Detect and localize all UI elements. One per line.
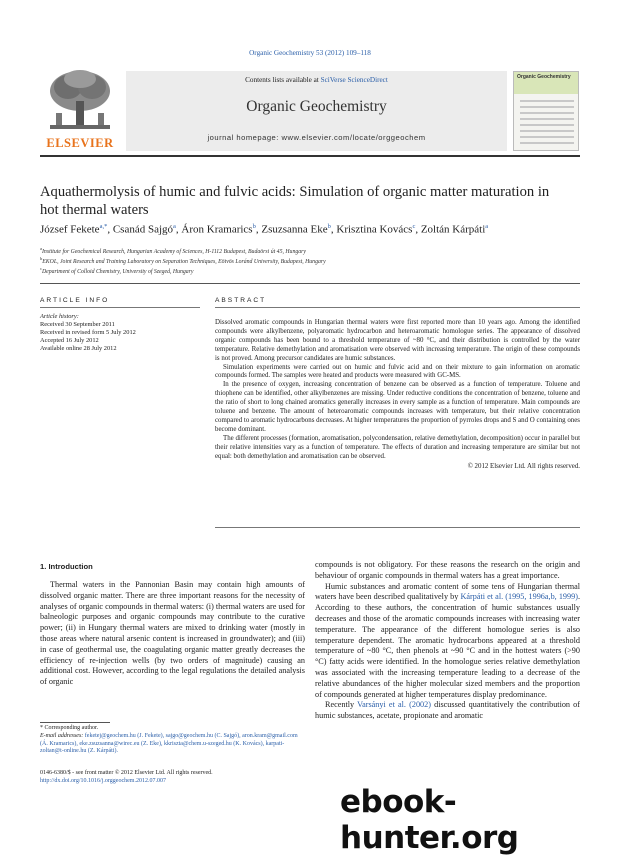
abstract-rule bbox=[215, 307, 580, 308]
author-affil-sup[interactable]: b bbox=[327, 223, 331, 230]
intro-left-column: Thermal waters in the Pannonian Basin may contain high amounts of dissolved organic matter. There are three important reasons for the necessity of analyses of organic compounds in thermal waters: (i) thermal waters are used for balneologic purposes and organic compounds may contribute to the curative power; (ii) in Hungary thermal waters are mixed to drinking water (mostly in those areas where natural arsenic content is increased in groundwater); and (iii) in case of geothermal use, the coagulating organic matter greatly decreases the efficiency of re-injection wells (by two orders of magnitude) causing an additional cost. However, according to the legal regulations the detailed analysis of organic bbox=[40, 580, 305, 687]
abstract-paragraph: In the presence of oxygen, increasing concentration of benzene can be observed as a function of temperature. Toluene and thiophene can be identified, other alkylbenzenes are missing. Under reductive conditions the concentration of benzene, toluene and the ratio of short to long chained aromatics generally increases in every sample as a function of temperature. Main compounds are toluene and benzene. The amount of heteroaromatic compounds increases with temperature, but their relative concentration compared to aromatic hydrocarbons decreases. At higher temperatures the proportion of pyrroles drops and S and O containing ones become dominant. bbox=[215, 381, 580, 433]
history-item: Received in revised form 5 July 2012 bbox=[40, 329, 136, 336]
author-list: József Fekete$^{a,*}$, Csanád Sajgó$^a$, Áron Kramarics$^b$, Zsuzsanna Eke$^b$, Krisztina Kovács$^c$, Zoltán Kárpáti$^a$ bbox=[40, 223, 489, 236]
citation-link[interactable]: Varsányi et al. (2002) bbox=[357, 700, 431, 710]
intro-paragraph: Recently Varsányi et al. (2002) discussed quantitatively the contribution of humic substances, acetate, propionate and aromatic bbox=[315, 700, 581, 721]
abstract-paragraph: Dissolved aromatic compounds in Hungarian thermal waters were first reported more than 10 years ago. Among the identified compounds were alkylbenzene, polyaromatic hydrocarbon and heteroaromatic homologue series. The appearance of dissolved organic compounds has been bound to a threshold temperature of ~80 °C, and their distribution is controlled by the water temperature. Relative demethylation and aromatisation were observed with increasing temperature. The origin of these compounds is not proved. Among precursor candidates are humic substances. bbox=[215, 319, 580, 362]
footnote bbox=[40, 725, 305, 756]
article-info-heading: ARTICLE INFO bbox=[40, 297, 110, 304]
author-affil-sup[interactable]: a bbox=[485, 223, 489, 230]
article-info-rule bbox=[40, 307, 200, 308]
issn-block bbox=[40, 770, 305, 786]
affiliation-b: $^b$EKOL, Joint Research and Training Laboratory on Separation Techniques, Eötvös Loránd University, Budapest, Hungary bbox=[40, 256, 326, 265]
history-label: Article history: bbox=[40, 313, 79, 320]
affiliation-c: $^c$Department of Colloid Chemistry, University of Szeged, Hungary bbox=[40, 266, 194, 275]
author: Krisztina Kovács bbox=[336, 223, 413, 236]
header-rule bbox=[40, 155, 580, 157]
cover-title: Organic Geochemistry bbox=[517, 74, 571, 80]
intro-right-column bbox=[315, 560, 580, 722]
journal-homepage[interactable]: journal homepage: www.elsevier.com/locate/orggeochem bbox=[207, 133, 426, 142]
affiliation-a: $^a$Institute for Geochemical Research, Hungarian Academy of Sciences, H-1112 Budapest, Budaörsi út 45, Hungary bbox=[40, 246, 306, 255]
contents-prefix: Contents lists available at bbox=[245, 76, 321, 84]
article-title: Aquathermolysis of humic and fulvic acids: Simulation of organic matter maturation in hot thermal waters bbox=[40, 184, 550, 218]
author-affil-sup[interactable]: c bbox=[412, 223, 416, 230]
citation-link[interactable]: Kárpáti et al. (1995, 1996a,b, 1999) bbox=[460, 592, 578, 602]
article-history bbox=[40, 313, 200, 353]
footnote-rule bbox=[40, 722, 110, 723]
doi-link[interactable]: http://dx.doi.org/10.1016/j.orggeochem.2012.07.007 bbox=[40, 777, 166, 784]
author: Zoltán Kárpáti bbox=[420, 223, 486, 236]
intro-paragraph: compounds is not obligatory. For these reasons the research on the origin and behaviour of organic compounds in thermal waters has a great importance. bbox=[315, 560, 580, 580]
section-rule bbox=[40, 283, 580, 284]
author: Áron Kramarics bbox=[181, 223, 253, 236]
elsevier-wordmark: ELSEVIER bbox=[46, 136, 114, 150]
contents-line bbox=[126, 76, 507, 84]
introduction-heading: 1. Introduction bbox=[40, 562, 93, 571]
copyright-notice: © 2012 Elsevier Ltd. All rights reserved. bbox=[467, 462, 580, 470]
author-affil-sup[interactable]: b bbox=[252, 223, 256, 230]
abstract-paragraph: Simulation experiments were carried out on humic and fulvic acid and on their mixture to gain information on aromatic compounds formed. The samples were heated and products were measured with GC-MS. bbox=[215, 363, 580, 380]
sciencedirect-link[interactable]: SciVerse ScienceDirect bbox=[320, 76, 388, 84]
author: Csanád Sajgó bbox=[112, 223, 174, 236]
intro-paragraph: Humic substances and aromatic content of some tens of Hungarian thermal waters have been described qualitatively by Kárpáti et al. (1995, 1996a,b, 1999). According to these authors, the concentration of humic substances usually decreases and those of the aromatic compounds increases with increasing water temperature. The appearance of the different homologue series is also temperature dependent. The aromatic hydrocarbons appeared at a threshold temperature of ~80 °C, then phenols at ~90 °C and in the hottest waters (>90 °C) fatty acids were identified. In the homologue series relative demethylation was associated with the increasing temperature leading to a decrease of the relative abundances of the higher molecular sized members and the proportion of compounds generated at higher temperatures display predominance. bbox=[315, 581, 580, 699]
abstract-heading: ABSTRACT bbox=[215, 297, 267, 304]
abstract-body bbox=[215, 319, 580, 471]
corresponding-author-note: * Corresponding author. bbox=[40, 725, 99, 731]
cover-decoration bbox=[520, 100, 574, 148]
history-item: Accepted 16 July 2012 bbox=[40, 337, 99, 344]
history-item: Received 30 September 2011 bbox=[40, 321, 115, 328]
author: Zsuzsanna Eke bbox=[261, 223, 328, 236]
history-item: Available online 28 July 2012 bbox=[40, 345, 117, 352]
journal-cover-thumbnail bbox=[513, 71, 579, 151]
issn-line: 0146-6380/$ - see front matter © 2012 Elsevier Ltd. All rights reserved. bbox=[40, 770, 213, 776]
abstract-paragraph: The different processes (formation, aromatisation, polycondensation, relative demethylation, decomposition) occur in parallel but their relative intensities vary as a function of temperature. The effects of duration and increasing temperature are similar but not equal: both demethylation and aromatisation can be observed. bbox=[215, 434, 580, 460]
elsevier-logo bbox=[40, 67, 120, 151]
elsevier-tree-icon bbox=[40, 67, 120, 135]
author: József Fekete bbox=[40, 223, 100, 236]
watermark: ebook-hunter.org bbox=[340, 784, 519, 856]
author-affil-sup[interactable]: a bbox=[173, 223, 176, 230]
journal-title: Organic Geochemistry bbox=[246, 98, 387, 115]
journal-reference[interactable]: Organic Geochemistry 53 (2012) 109–118 bbox=[249, 49, 371, 57]
abstract-end-rule bbox=[215, 527, 580, 528]
email-links[interactable]: feketej@geochem.hu (J. Fekete), sajgo@geochem.hu (C. Sajgó), aron.kram@gmail.com (Á. Kramarics), eke.zsuzsanna@wirec.eu (Z. Eke), kkriszta@chem.u-szeged.hu (K. Kovács), karpati-zoltan@t-online.hu (Z. Kárpáti). bbox=[40, 732, 298, 755]
author-affil-sup[interactable]: a,* bbox=[99, 223, 108, 230]
email-addresses: E-mail addresses: feketej@geochem.hu (J. Fekete), sajgo@geochem.hu (C. Sajgó), aron.kram@gmail.com (Á. Kramarics), eke.zsuzsanna@wirec.eu (Z. Eke), kkriszta@chem.u-szeged.hu (K. Kovács), karpati-zoltan@t-online.hu (Z. Kárpáti). bbox=[40, 732, 298, 755]
